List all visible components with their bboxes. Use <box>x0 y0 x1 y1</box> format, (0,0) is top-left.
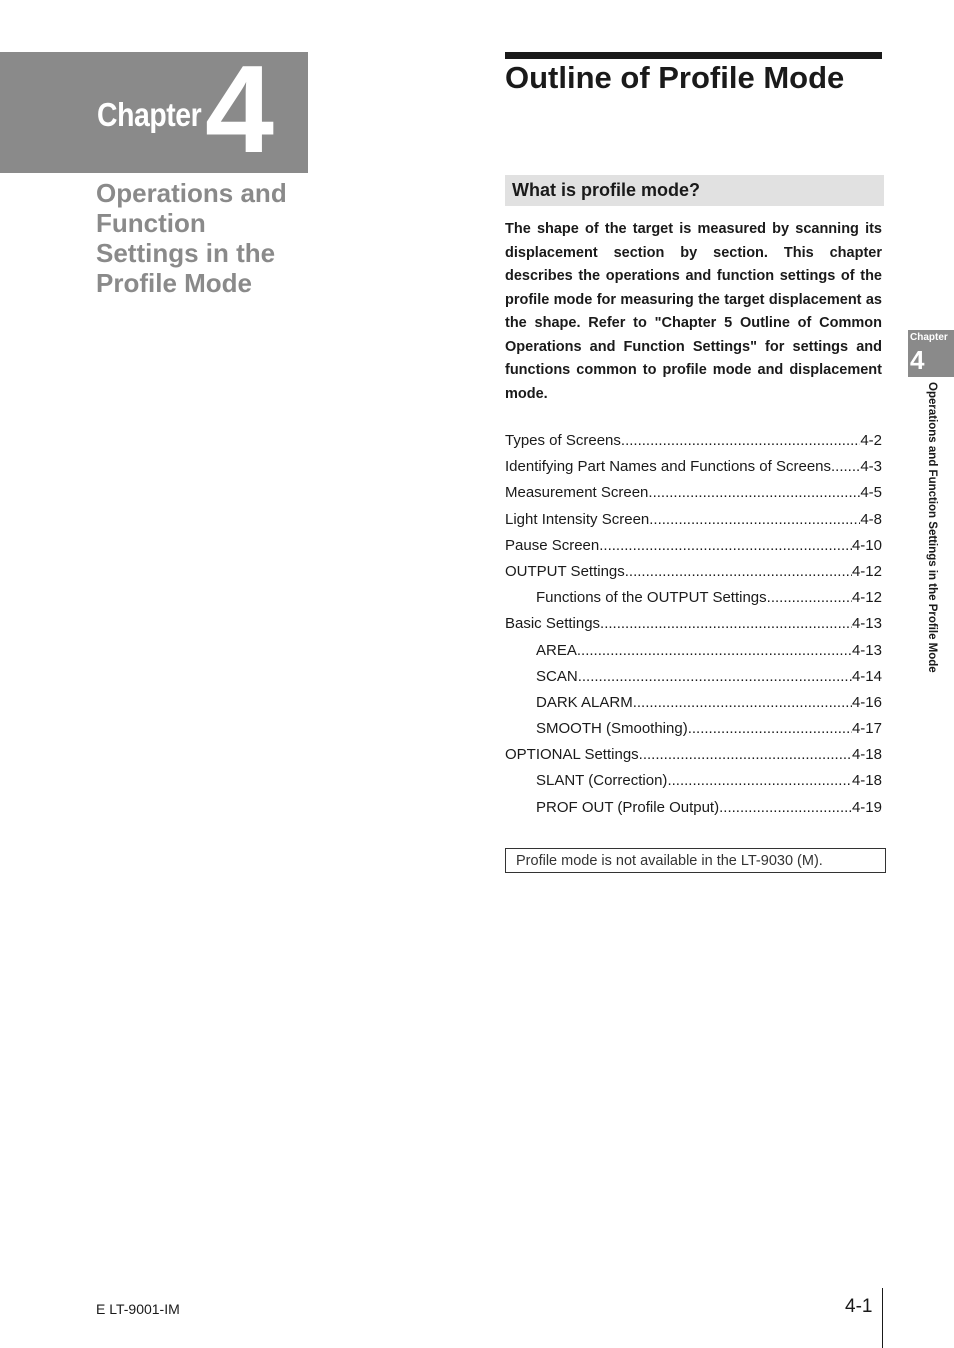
toc-leader-dots <box>649 511 860 528</box>
chapter-side-tab <box>908 330 954 377</box>
toc-leader-dots <box>719 799 852 816</box>
toc-entry-title: Measurement Screen <box>505 484 649 502</box>
toc-entry-title: Functions of the OUTPUT Settings <box>536 589 767 607</box>
page-title: Outline of Profile Mode <box>505 60 845 95</box>
toc-entry-page: 4-3 <box>860 458 882 476</box>
toc-entry-page: 4-8 <box>860 510 882 528</box>
side-running-title: Operations and Function Settings in the Profile Mode <box>926 382 938 673</box>
toc-entry-page: 4-18 <box>851 772 882 790</box>
toc-entry <box>505 668 882 694</box>
footer-rule <box>882 1288 883 1348</box>
side-tab-label: Chapter <box>910 332 948 343</box>
toc-leader-dots <box>633 694 852 711</box>
toc-entry <box>505 458 882 484</box>
toc-entry-title: DARK ALARM <box>536 693 633 711</box>
toc-leader-dots <box>767 589 852 606</box>
chapter-number: 4 <box>205 41 274 179</box>
page-number: 4-1 <box>845 1296 873 1317</box>
note-box <box>505 848 886 873</box>
toc-entry <box>505 694 882 720</box>
toc-leader-dots <box>599 537 852 554</box>
toc-entry-page: 4-17 <box>851 720 882 738</box>
toc-entry <box>505 511 882 537</box>
toc-entry <box>505 484 882 510</box>
footer-document-code: E LT-9001-IM <box>96 1301 180 1317</box>
toc-entry-title: Identifying Part Names and Functions of Screens <box>505 458 832 476</box>
toc-entry <box>505 432 882 458</box>
toc-entry-page: 4-13 <box>851 641 882 659</box>
toc-entry-page: 4-14 <box>851 667 882 685</box>
toc-entry <box>505 589 882 615</box>
toc-entry <box>505 537 882 563</box>
toc-leader-dots <box>578 668 852 685</box>
chapter-label: Chapter <box>97 96 202 133</box>
toc-leader-dots <box>688 720 852 737</box>
toc-entry-title: SLANT (Correction) <box>536 772 668 790</box>
toc-entry-title: PROF OUT (Profile Output) <box>536 798 720 816</box>
toc-leader-dots <box>831 458 860 475</box>
toc-entry-page: 4-2 <box>860 432 882 449</box>
side-tab-number: 4 <box>910 345 925 375</box>
table-of-contents <box>505 432 882 825</box>
chapter-title: Operations and Function Settings in the Profile Mode <box>96 178 287 298</box>
toc-leader-dots <box>621 432 860 449</box>
toc-entry <box>505 615 882 641</box>
toc-entry <box>505 563 882 589</box>
intro-paragraph: The shape of the target is measured by scanning its displacement section by section. This chapter describes the operations and function settings of the profile mode for measuring the target displacement as the shape. Refer to "Chapter 5 Outline of Common Operations and Function Settings" for settings and functions common to profile mode and displacement mode. <box>505 221 882 402</box>
toc-entry-page: 4-16 <box>851 693 882 711</box>
toc-entry <box>505 642 882 668</box>
toc-entry-title: SMOOTH (Smoothing) <box>536 720 688 738</box>
toc-entry-title: Light Intensity Screen <box>505 510 650 528</box>
title-rule <box>505 52 882 59</box>
toc-entry <box>505 799 882 825</box>
toc-entry-title: Basic Settings <box>505 615 601 633</box>
toc-entry <box>505 746 882 772</box>
toc-entry-title: SCAN <box>536 667 578 685</box>
section-title: What is profile mode? <box>512 180 701 200</box>
toc-entry <box>505 720 882 746</box>
toc-leader-dots <box>667 772 852 789</box>
toc-entry-title: AREA <box>536 641 577 659</box>
toc-leader-dots <box>639 746 852 763</box>
toc-entry-page: 4-12 <box>851 589 882 607</box>
toc-entry-title: OUTPUT Settings <box>505 562 625 580</box>
toc-leader-dots <box>577 642 852 659</box>
toc-entry <box>505 772 882 798</box>
toc-leader-dots <box>625 563 852 580</box>
toc-entry-page: 4-18 <box>851 746 882 764</box>
toc-entry-page: 4-5 <box>860 484 882 502</box>
toc-leader-dots <box>600 615 852 632</box>
toc-entry-page: 4-13 <box>851 615 882 633</box>
toc-entry-page: 4-12 <box>851 562 882 580</box>
toc-leader-dots <box>648 484 860 501</box>
toc-entry-title: Pause Screen <box>505 536 600 554</box>
toc-entry-page: 4-19 <box>851 798 882 816</box>
note-text: Profile mode is not available in the LT-9030 (M). <box>516 853 823 869</box>
toc-entry-page: 4-10 <box>851 536 882 554</box>
toc-entry-title: Types of Screens <box>505 432 621 449</box>
toc-entry-title: OPTIONAL Settings <box>505 746 639 764</box>
